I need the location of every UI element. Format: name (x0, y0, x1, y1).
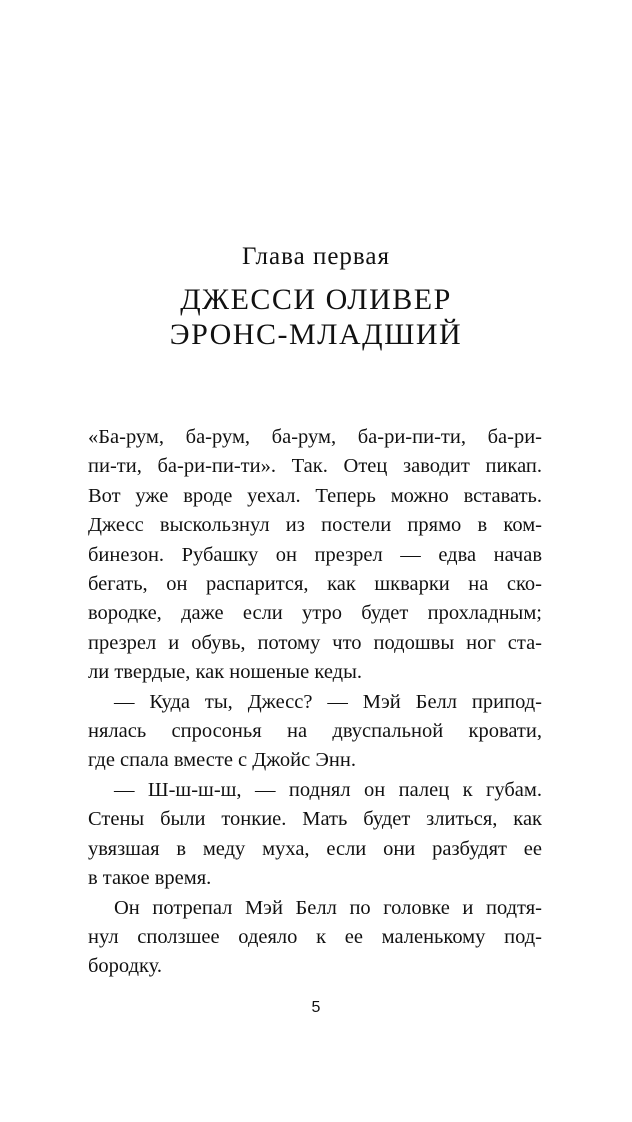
text-line: ли твердые, как ношеные кеды. (88, 661, 362, 684)
chapter-title-line: ДЖЕССИ ОЛИВЕР (180, 283, 452, 316)
text-line: Он потрепал Мэй Белл по головке и подтя- (114, 896, 542, 919)
text-line: Джесс выскользнул из постели прямо в ком- (88, 514, 542, 537)
text-line: — Ш-ш-ш-ш, — поднял он палец к губам. (114, 778, 542, 801)
text-line: бегать, он распарится, как шкварки на ско- (88, 573, 542, 596)
chapter-label: Глава первая (241, 243, 390, 270)
text-line: «Ба-рум, ба-рум, ба-рум, ба-ри-пи-ти, ба-ри- (88, 426, 542, 448)
text-line: Вот уже вроде уехал. Теперь можно вставать. (88, 484, 542, 507)
page-number: 5 (311, 999, 321, 1016)
text-line: бинезон. Рубашку он презрел — едва начав (88, 543, 542, 566)
text-line: вородке, даже если утро будет прохладным; (88, 602, 542, 625)
text-line: в такое время. (88, 867, 212, 890)
chapter-title (0, 282, 632, 352)
text-line: пи-ти, ба-ри-пи-ти». Так. Отец заводит пикап. (88, 455, 542, 478)
body-text (88, 423, 542, 982)
text-line: — Куда ты, Джесс? — Мэй Белл припод- (114, 690, 542, 713)
text-line: бородку. (88, 955, 163, 978)
text-line: Стены были тонкие. Мать будет злиться, как (88, 808, 542, 831)
text-line: презрел и обувь, потому что подошвы ног ста- (88, 631, 542, 654)
text-line: где спала вместе с Джойс Энн. (88, 749, 356, 772)
chapter-heading (0, 240, 632, 352)
text-line: нул сползшее одеяло к ее маленькому под- (88, 925, 542, 948)
text-line: увязшая в меду муха, если они разбудят ее (88, 837, 542, 860)
text-line: нялась спросонья на двуспальной кровати, (88, 720, 542, 743)
chapter-title-line: ЭРОНС-МЛАДШИЙ (169, 318, 463, 351)
